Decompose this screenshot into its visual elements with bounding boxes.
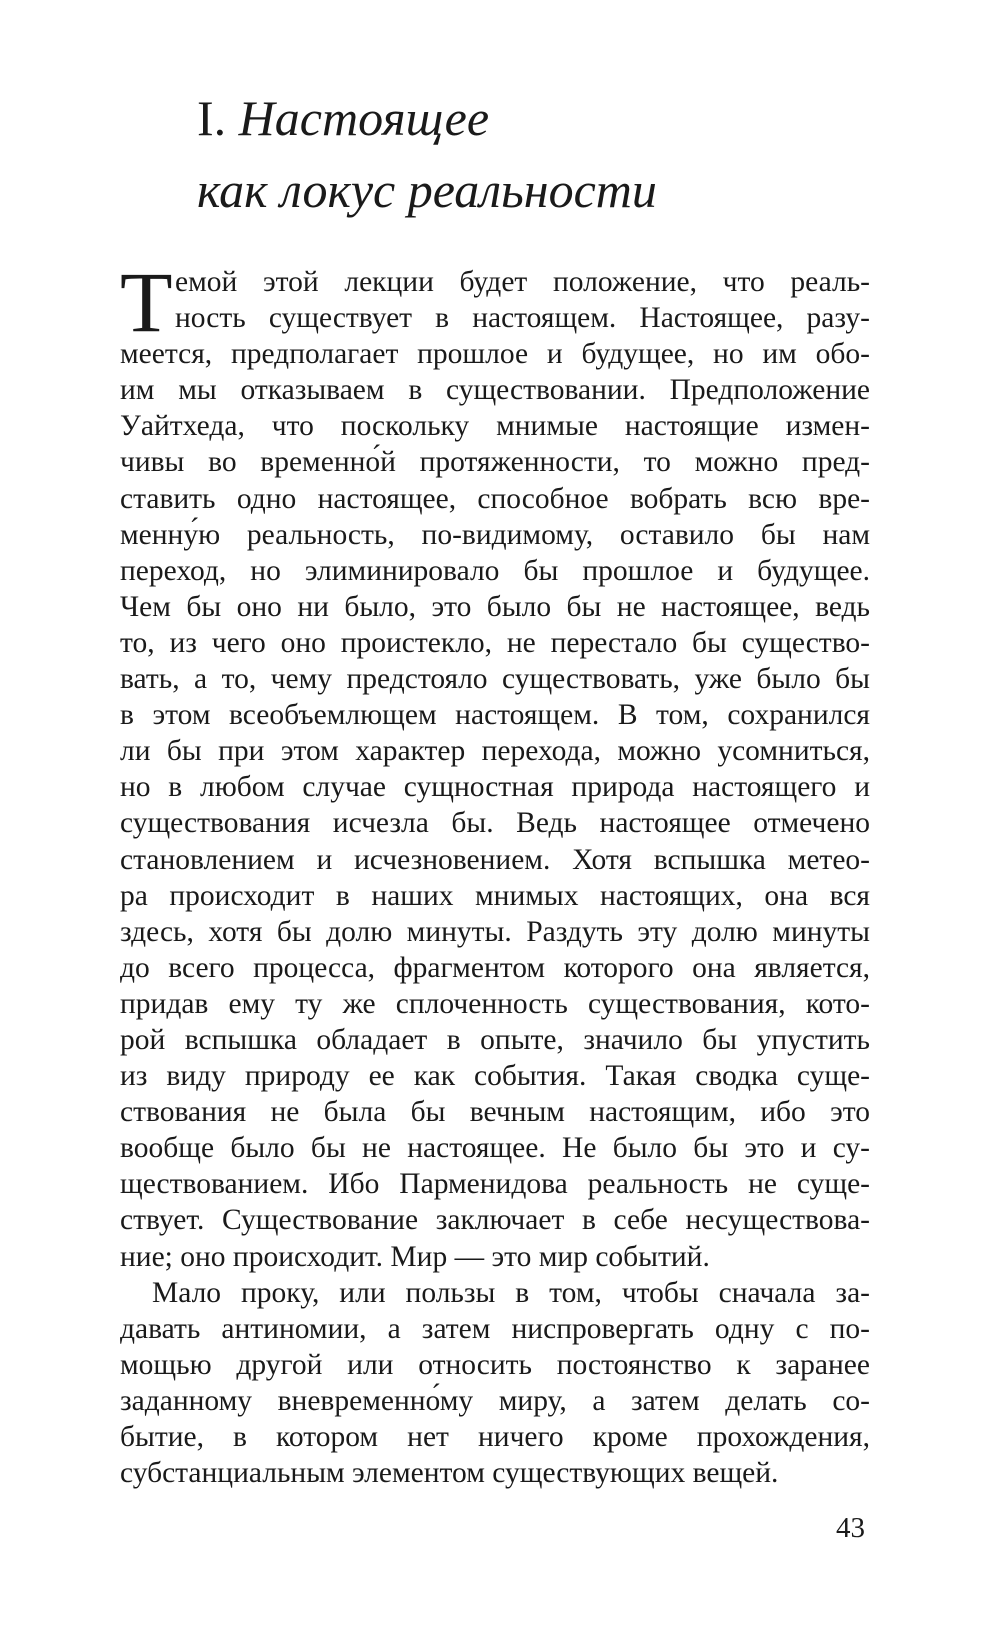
page-number: 43 [836,1512,865,1544]
text-line: Чем бы оно ни было, это было бы не настоящее, ведь [120,590,870,623]
text-line: становлением и исчезновением. Хотя вспышка метео- [120,843,870,876]
text-line: чивы во временно́й протяженности, то можно пред- [120,446,870,479]
text-line: Мало проку, или пользы в том, чтобы сначала за- [152,1276,870,1309]
text-line: придав ему ту же сплоченность существования, кото- [120,987,870,1020]
text-line: существования исчезла бы. Ведь настоящее отмечено [120,807,870,840]
text-line: ставить одно настоящее, способное вобрать всю вре- [120,482,870,515]
text-line: но в любом случае сущностная природа настоящего и [120,771,870,804]
text-line: Уайтхеда, что поскольку мнимые настоящие измен- [120,410,870,443]
text-line: переход, но элиминировало бы прошлое и будущее. [120,554,870,587]
text-line: ние; оно происходит. Мир — это мир событий. [120,1240,710,1273]
chapter-heading-line-1 [197,82,897,154]
text-line: вать, а то, чему предстояло существовать, уже было бы [120,663,870,696]
text-line: меется, предполагает прошлое и будущее, но им обо- [120,338,870,371]
text-line: бытие, в котором нет ничего кроме прохождения, [120,1421,870,1453]
chapter-title-part-1: Настоящее [238,90,490,146]
paragraph-1 [120,254,870,1275]
chapter-heading [197,82,897,226]
text-line: рой вспышка обладает в опыте, значило бы упустить [120,1023,870,1056]
body-text [120,254,870,1491]
text-line: мощью другой или относить постоянство к заранее [120,1348,870,1381]
text-line: менну́ю реальность, по-видимому, оставило бы нам [120,518,870,551]
text-line: давать антиномии, а затем ниспровергать одну с по- [120,1312,870,1345]
chapter-title-part-2: как локус реальности [197,162,657,218]
text-line: то, из чего оно проистекло, не перестало бы существо- [120,626,870,659]
text-line: ствует. Существование заключает в себе несуществова- [120,1204,870,1237]
text-line: ствования не была бы вечным настоящим, ибо это [120,1096,870,1129]
drop-cap: Т [120,254,173,350]
text-line: ществованием. Ибо Парменидова реальность не суще- [120,1168,870,1201]
text-line: в этом всеобъемлющем настоящем. В том, сохранился [120,699,870,732]
chapter-number: I. [197,90,227,146]
text-line: ра происходит в наших мнимых настоящих, она вся [120,879,870,912]
text-line: из виду природу ее как события. Такая сводка суще- [120,1060,870,1093]
text-line: ли бы при этом характер перехода, можно усомниться, [120,735,870,768]
text-line: им мы отказываем в существовании. Предположение [120,374,870,407]
paragraph-2 [120,1275,870,1492]
text-line: заданному вневременно́му миру, а затем делать со- [120,1384,870,1417]
text-line: здесь, хотя бы долю минуты. Раздуть эту долю минуты [120,915,870,948]
text-line: субстанциальным элементом существующих вещей. [120,1457,779,1490]
text-line: до всего процесса, фрагментом которого она является, [120,951,870,984]
text-line: ность существует в настоящем. Настоящее, разу- [175,302,870,335]
text-line: емой этой лекции будет положение, что реаль- [175,266,870,298]
text-line: вообще было бы не настоящее. Не было бы это и су- [120,1132,870,1165]
